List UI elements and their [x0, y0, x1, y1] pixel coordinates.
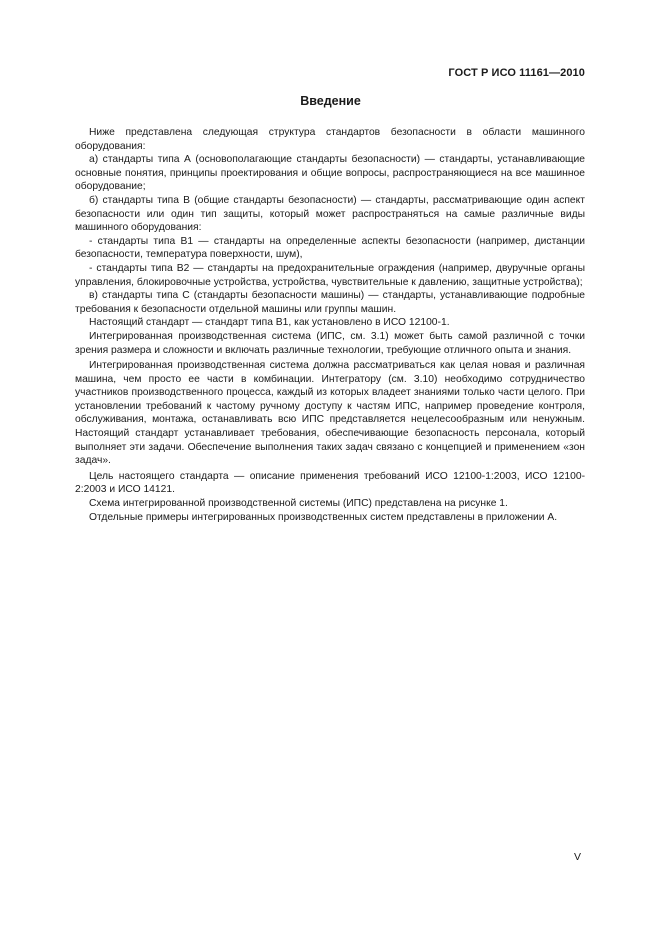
paragraph: Интегрированная производственная система должна рассматриваться как целая новая и различная машина, чем просто ее части в комбинации. Интегратору (см. 3.10) необходимо сотрудничество участников производственного процесса, каждый из которых владеет знаниями только части целого. При установлении требований к частому ручному доступу к частям ИПС, например проведение контроля, обслуживания, монтажа, останавливать всю ИПС представляется нецелесообразным или ненужным. Настоящий стандарт устанавливает требования, обеспечивающие безопасность персонала, который выполняет эти задачи. Обеспечение выполнения таких задач связано с концепцией и применением «зон задач». [75, 360, 585, 467]
section-title: Введение [300, 94, 361, 108]
paragraph: - стандарты типа В1 — стандарты на определенные аспекты безопасности (например, дистанции безопасности, температура поверхности, шум), [75, 235, 585, 261]
paragraph: - стандарты типа В2 — стандарты на предохранительные ограждения (например, двуручные органы управления, блокировочные устройства, устройства, чувствительные к давлению, защитные устройства); [75, 262, 585, 288]
paragraph: Настоящий стандарт — стандарт типа В1, как установлено в ИСО 12100-1. [89, 317, 450, 329]
paragraph: Ниже представлена следующая структура стандартов безопасности в области машинного оборудования: [75, 127, 585, 152]
paragraph: б) стандарты типа В (общие стандарты безопасности) — стандарты, рассматривающие один аспект безопасности или один тип защиты, который может распространяться на самые различные виды машинного оборудования: [75, 194, 585, 234]
paragraph: Отдельные примеры интегрированных производственных систем представлены в приложении А. [89, 511, 558, 523]
paragraph: Интегрированная производственная система (ИПС, см. 3.1) может быть самой различной с точки зрения размера и сложности и включать различные технологии, требующие отличного опыта и знания. [75, 330, 585, 356]
paragraph: Цель настоящего стандарта — описание применения требований ИСО 12100-1:2003, ИСО 12100-2:2003 и ИСО 14121. [75, 470, 585, 496]
paragraph: в) стандарты типа С (стандарты безопасности машины) — стандарты, устанавливающие подробные требования к безопасности отдельной машины или группы машин. [75, 290, 585, 315]
document-code: ГОСТ Р ИСО 11161—2010 [448, 67, 585, 79]
page-number: V [573, 851, 581, 863]
paragraph: Схема интегрированной производственной системы (ИПС) представлена на рисунке 1. [89, 498, 508, 510]
body-text [75, 126, 585, 524]
paragraph: а) стандарты типа А (основополагающие стандарты безопасности) — стандарты, устанавливающие основные понятия, принципы проектирования и общие вопросы, распространяющиеся на все машинное оборудование; [75, 154, 585, 193]
